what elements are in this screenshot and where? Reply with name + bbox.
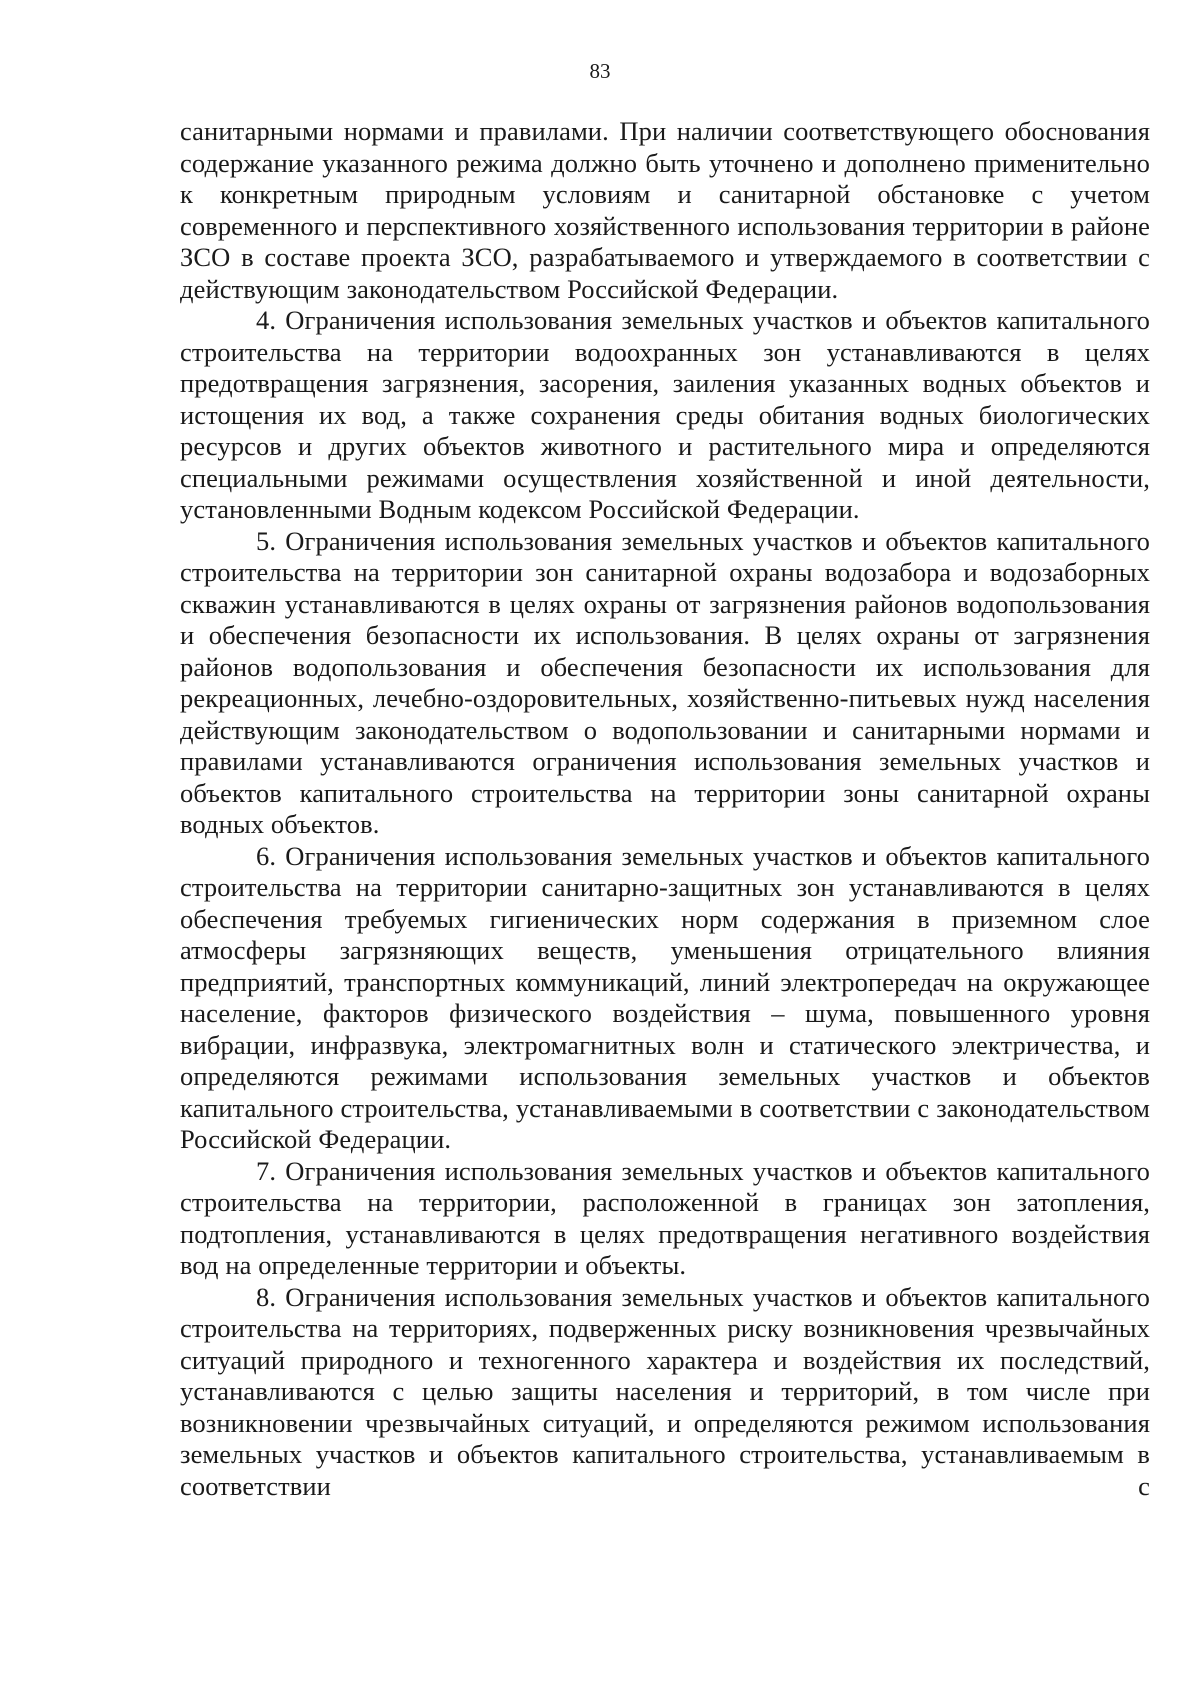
paragraph-item-7: 7. Ограничения использования земельных участков и объектов капитального строительства на территории, расположенной в границах зон затопления, подтопления, устанавливаются в целях предотвращения негативного воздействия вод на определенные территории и объекты.: [180, 1155, 1150, 1280]
page-number: 83: [589, 59, 611, 83]
paragraph-continuation: санитарными нормами и правилами. При наличии соответствующего обоснования содержание указанного режима должно быть уточнено и дополнено применительно к конкретным природным условиям и санитарной обстановке с учетом современного и перспективного хозяйственного использования территории в районе ЗСО в составе проекта ЗСО, разрабатываемого и утверждаемого в соответствии с действующим законодательством Российской Федерации.: [180, 116, 1150, 304]
paragraph-item-5: 5. Ограничения использования земельных участков и объектов капитального строительства на территории зон санитарной охраны водозабора и водозаборных скважин устанавливаются в целях охраны от загрязнения районов водопользования и обеспечения безопасности их использования. В целях охраны от загрязнения районов водопользования и обеспечения безопасности их использования для рекреационных, лечебно-оздоровительных, хозяйственно-питьевых нужд населения действующим законодательством о водопользовании и санитарными нормами и правилами устанавливаются ограничения использования земельных участков и объектов капитального строительства на территории зоны санитарной охраны водных объектов.: [180, 525, 1150, 839]
paragraph-item-8: 8. Ограничения использования земельных участков и объектов капитального строительства на территориях, подверженных риску возникновения чрезвычайных ситуаций природного и техногенного характера и воздействия их последствий, устанавливаются с целью защиты населения и территорий, в том числе при возникновении чрезвычайных ситуаций, и определяются режимом использования земельных участков и объектов капитального строительства, устанавливаемым в соответствии с: [180, 1281, 1150, 1501]
document-body: [180, 116, 1150, 1502]
paragraph-item-6: 6. Ограничения использования земельных участков и объектов капитального строительства на территории санитарно-защитных зон устанавливаются в целях обеспечения требуемых гигиенических норм содержания в приземном слое атмосферы загрязняющих веществ, уменьшения отрицательного влияния предприятий, транспортных коммуникаций, линий электропередач на окружающее население, факторов физического воздействия – шума, повышенного уровня вибрации, инфразвука, электромагнитных волн и статического электричества, и определяются режимами использования земельных участков и объектов капитального строительства, устанавливаемыми в соответствии с законодательством Российской Федерации.: [180, 840, 1150, 1154]
paragraph-item-4: 4. Ограничения использования земельных участков и объектов капитального строительства на территории водоохранных зон устанавливаются в целях предотвращения загрязнения, засорения, заиления указанных водных объектов и истощения их вод, а также сохранения среды обитания водных биологических ресурсов и других объектов животного и растительного мира и определяются специальными режимами осуществления хозяйственной и иной деятельности, установленными Водным кодексом Российской Федерации.: [180, 305, 1150, 524]
